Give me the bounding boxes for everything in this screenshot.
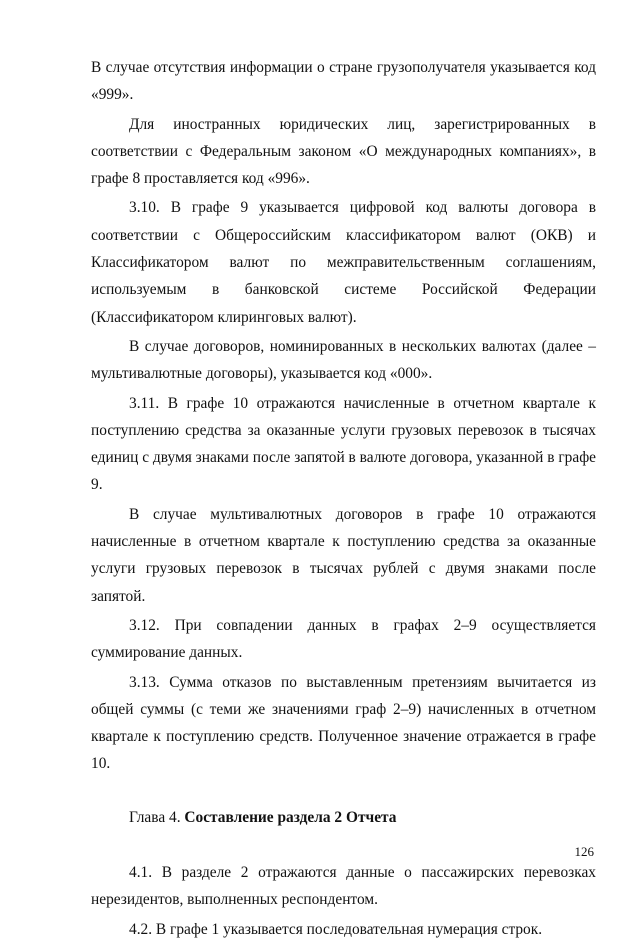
paragraph-4-2: 4.2. В графе 1 указывается последовательная нумерация строк. (129, 920, 543, 938)
paragraph-multicurrency-code: В случае договоров, номинированных в нескольких валютах (далее – мультивалютные договоры), указывается код «000». (91, 337, 596, 383)
paragraph-consignee-country: В случае отсутствия информации о стране грузополучателя указывается код «999». (91, 59, 596, 104)
paragraph-foreign-entities: Для иностранных юридических лиц, зарегистрированных в соответствии с Федеральным законом «О международных компаниях», в графе 8 проставляется код «996». (91, 115, 596, 188)
paragraph-3-10: 3.10. В графе 9 указывается цифровой код валюты договора в соответствии с Общероссийским классификатором валют (ОКВ) и Классификатором валют по межправительственным соглашениям, используемым в банковской системе Российской Федерации (Классификатором клиринговых валют). (91, 199, 596, 326)
paragraph-3-13: 3.13. Сумма отказов по выставленным претензиям вычитается из общей суммы (с теми же значениями граф 2–9) начисленных в отчетном квартале к поступлению средств. Полученное значение отражается в графе 10. (91, 673, 596, 773)
paragraph-3-11: 3.11. В графе 10 отражаются начисленные в отчетном квартале к поступлению средства за оказанные услуги грузовых перевозок в тысячах единиц с двумя знаками после запятой в валюте договора, указанной в графе 9. (91, 394, 596, 494)
chapter-heading (91, 804, 596, 831)
page-number: 126 (574, 844, 594, 859)
paragraph-4-1: 4.1. В разделе 2 отражаются данные о пассажирских перевозках нерезидентов, выполненных респондентом. (91, 864, 596, 909)
page-body (91, 54, 596, 943)
chapter-heading-title: Составление раздела 2 Отчета (184, 808, 397, 826)
paragraph-3-12: 3.12. При совпадении данных в графах 2–9 осуществляется суммирование данных. (91, 616, 596, 662)
paragraph-multicurrency-column-10: В случае мультивалютных договоров в графе 10 отражаются начисленные в отчетном квартале к поступлению средства за оказанные услуги грузовых перевозок в тысячах рублей с двумя знаками после запятой. (91, 505, 596, 605)
chapter-heading-prefix: Глава 4. (129, 808, 181, 826)
